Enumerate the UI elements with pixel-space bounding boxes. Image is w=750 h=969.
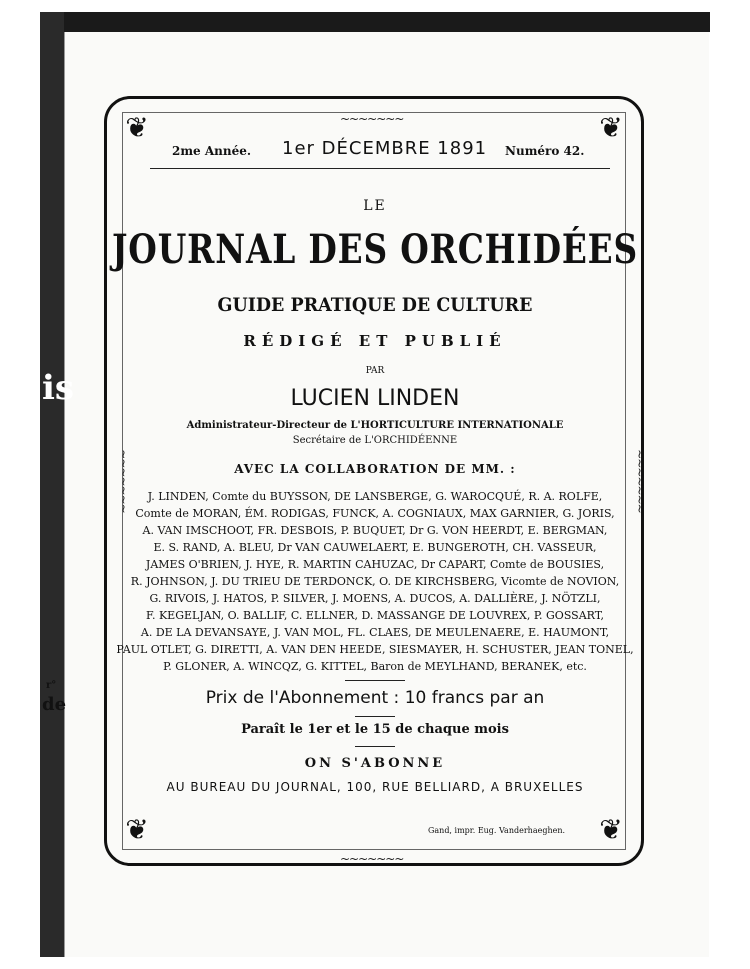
fleuron-icon: ❦ [125,813,149,846]
section-rule [345,680,405,681]
author-name: LUCIEN LINDEN [290,386,460,411]
author-role: Administrateur-Directeur de L'HORTICULTURE INTERNATIONALE [186,420,564,431]
par-line: PAR [365,366,385,376]
author-role: Secrétaire de L'ORCHIDÉENNE [292,435,458,446]
subscribe-address: AU BUREAU DU JOURNAL, 100, RUE BELLIARD, A BRUXELLES [166,780,584,794]
page-subtitle: GUIDE PRATIQUE DE CULTURE [217,294,533,316]
squiggle-ornament: ~~~~~~~ [116,449,131,513]
redige-line: RÉDIGÉ ET PUBLIÉ [243,332,507,350]
collaborator-line: A. VAN IMSCHOOT, FR. DESBOIS, P. BUQUET, Dr G. VON HEERDT, E. BERGMAN, [142,524,608,537]
collaborator-line: Comte de MORAN, ÉM. RODIGAS, FUNCK, A. COGNIAUX, MAX GARNIER, G. JORIS, [135,507,615,520]
collaborator-line: F. KEGELJAN, O. BALLIF, C. ELLNER, D. MASSANGE DE LOUVREX, P. GOSSART, [146,609,604,622]
margin-fragment: is [42,368,75,408]
collaborator-line: J. LINDEN, Comte du BUYSSON, DE LANSBERGE, G. WAROCQUÉ, R. A. ROLFE, [147,490,603,503]
margin-fragment: de [42,694,67,715]
subscription-price: Prix de l'Abonnement : 10 francs par an [205,688,545,708]
fleuron-icon: ❦ [125,111,149,144]
squiggle-ornament: ~~~~~~~ [340,112,404,126]
page-title: JOURNAL DES ORCHIDÉES [111,226,639,273]
collaborator-line: G. RIVOIS, J. HATOS, P. SILVER, J. MOENS, A. DUCOS, A. DALLIÈRE, J. NÖTZLI, [149,592,601,605]
fleuron-icon: ❦ [599,813,623,846]
collaboration-heading: AVEC LA COLLABORATION DE MM. : [234,462,516,476]
collaborator-line: R. JOHNSON, J. DU TRIEU DE TERDONCK, O. DE KIRCHSBERG, Vicomte de NOVION, [130,575,620,588]
inner-frame [122,112,626,850]
section-rule [355,716,395,717]
squiggle-ornament: ~~~~~~~ [340,852,404,866]
squiggle-ornament: ~~~~~~~ [632,449,647,513]
collaborator-line: PAUL OTLET, G. DIRETTI, A. VAN DEN HEEDE, SIESMAYER, H. SCHUSTER, JEAN TONEL, [116,643,634,656]
collaborator-line: E. S. RAND, A. BLEU, Dr VAN CAUWELAERT, E. BUNGEROTH, CH. VASSEUR, [153,541,597,554]
collaborator-line: JAMES O'BRIEN, J. HYE, R. MARTIN CAHUZAC, Dr CAPART, Comte de BOUSIES, [145,558,605,571]
printer-imprint: Gand, impr. Eug. Vanderhaeghen. [428,826,566,835]
section-rule [355,746,395,747]
margin-fragment: r° [46,680,57,691]
publication-frequency: Paraît le 1er et le 15 de chaque mois [241,722,509,737]
subscribe-heading: ON S'ABONNE [304,756,446,771]
header-rule [150,168,610,169]
scan-left-edge [40,12,67,957]
issue-number: Numéro 42. [505,144,585,158]
collaborator-line: P. GLONER, A. WINCQZ, G. KITTEL, Baron de MEYLHAND, BERANEK, etc. [163,660,587,673]
title-article: LE [363,198,387,214]
fleuron-icon: ❦ [599,111,623,144]
volume-year: 2me Année. [172,144,252,158]
scan-top-edge [40,12,710,32]
issue-date: 1er DÉCEMBRE 1891 [282,138,488,159]
collaborator-line: A. DE LA DEVANSAYE, J. VAN MOL, FL. CLAES, DE MEULENAERE, E. HAUMONT, [140,626,610,639]
